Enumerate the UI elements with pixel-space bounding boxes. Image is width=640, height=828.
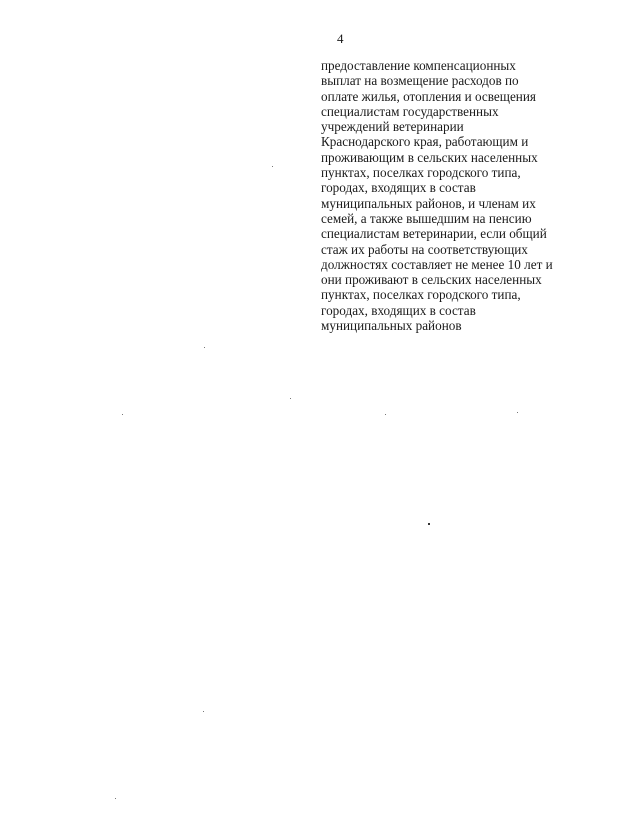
text-line: муниципальных районов: [321, 318, 462, 334]
scan-speck: [203, 711, 204, 712]
text-line: семей, а также вышедшим на пенсию: [321, 210, 532, 226]
text-line: выплат на возмещение расходов по: [321, 73, 519, 89]
text-line: пунктах, поселках городского типа,: [321, 287, 521, 303]
text-line: предоставление компенсационных: [321, 58, 516, 73]
scan-speck: [290, 398, 291, 399]
page-number: 4: [337, 31, 344, 46]
text-line: стаж их работы на соответствующих: [321, 241, 528, 257]
text-line: они проживают в сельских населенных: [321, 272, 542, 288]
scan-speck: [385, 414, 386, 415]
text-line: оплате жилья, отопления и освещения: [321, 88, 536, 104]
scan-speck: [204, 347, 205, 348]
text-line: муниципальных районов, и членам их: [321, 195, 536, 211]
text-line: учреждений ветеринарии: [321, 119, 464, 135]
scan-speck: [517, 412, 518, 413]
text-line: проживающим в сельских населенных: [321, 149, 538, 165]
text-line: специалистам ветеринарии, если общий: [321, 226, 547, 242]
scan-speck: [272, 166, 273, 167]
text-line: Краснодарского края, работающим и: [321, 134, 529, 150]
text-line: городах, входящих в состав: [321, 302, 476, 318]
text-line: должностях составляет не менее 10 лет и: [321, 256, 553, 272]
text-line: городах, входящих в состав: [321, 180, 476, 196]
scan-speck: [122, 414, 123, 415]
body-text: [321, 58, 581, 333]
scan-speck: [115, 798, 116, 799]
scan-speck: [428, 523, 430, 525]
text-line: пунктах, поселках городского типа,: [321, 165, 521, 181]
text-line: специалистам государственных: [321, 103, 499, 119]
